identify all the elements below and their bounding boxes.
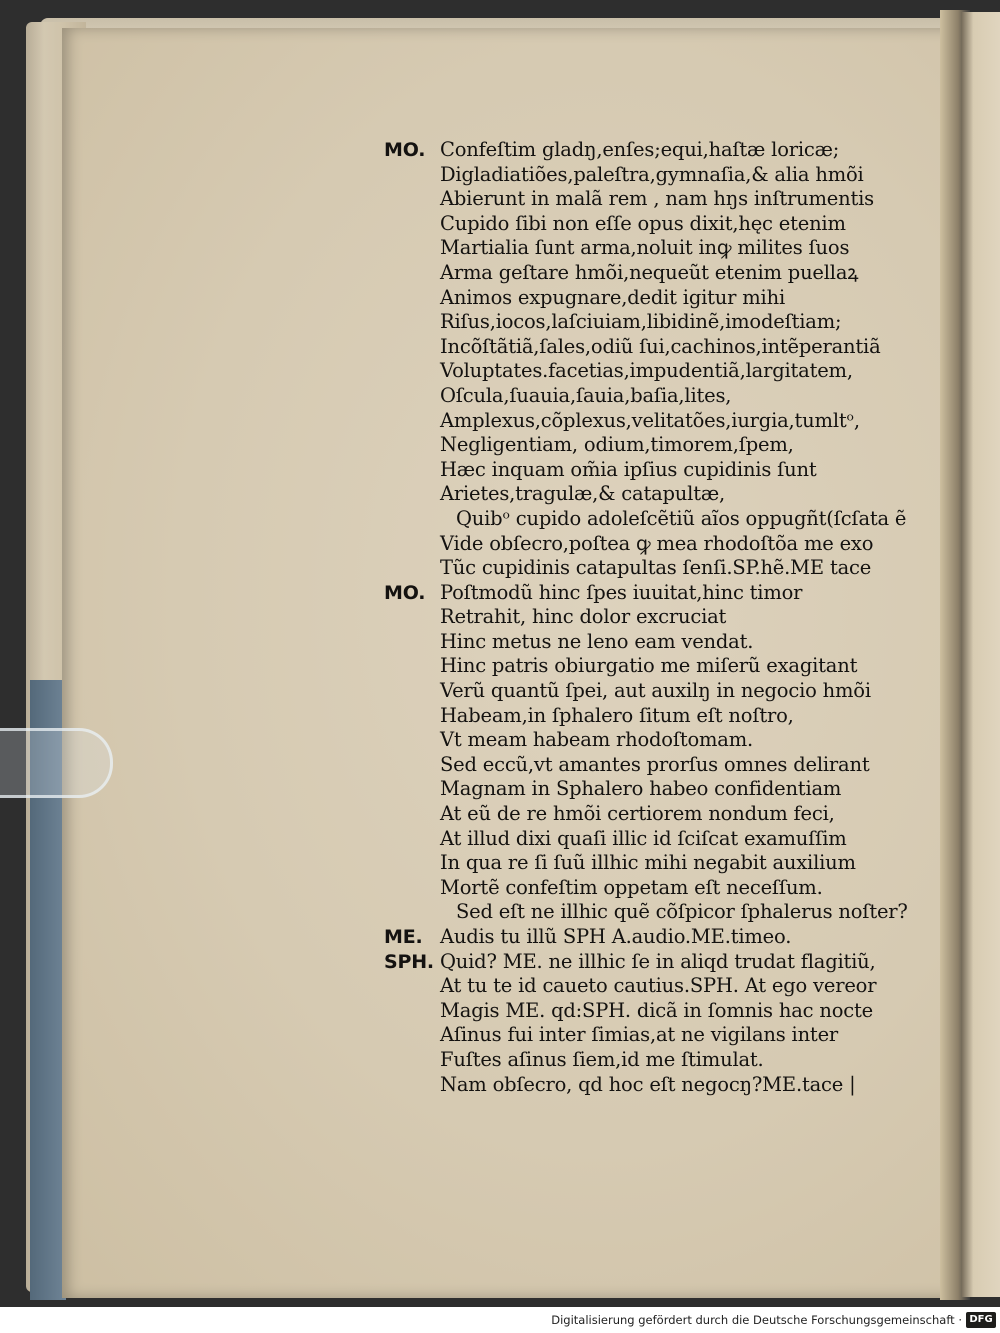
line-text: Cupido ſibi non eſſe opus dixit,hęc etenim	[440, 211, 846, 235]
text-line	[384, 876, 924, 901]
line-text: Magis ME. qd:SPH. dicã in ſomnis hac nocte	[440, 998, 873, 1022]
text-line	[384, 974, 924, 999]
text-line	[384, 999, 924, 1024]
line-text: Confeſtim gladŋ,enſes;equi,haſtæ loricæ;	[440, 138, 840, 161]
text-line	[384, 1048, 924, 1073]
dfg-logo: DFG	[966, 1312, 996, 1328]
text-line	[384, 163, 924, 188]
facing-page-edge	[962, 12, 1000, 1297]
text-line	[384, 359, 924, 384]
text-line	[384, 409, 924, 434]
line-text: Vide obſecro,poſtea ꝙ mea rhodoſtõa me exo	[440, 531, 874, 555]
line-text: Arietes,tragulæ,& catapultæ,	[440, 482, 725, 506]
line-text: Vt meam habeam rhodoſtomam.	[440, 728, 754, 752]
text-line	[384, 532, 924, 557]
text-line	[384, 851, 924, 876]
text-line	[384, 777, 924, 802]
line-text: Hinc patris obiurgatio me miſerũ exagitant	[440, 654, 858, 678]
text-line	[384, 187, 924, 212]
line-text: Audis tu illũ SPH A.audio.ME.timeo.	[440, 925, 792, 948]
line-text: Sed eſt ne illhic quẽ cõſpicor ſphalerus noſter?	[456, 900, 908, 924]
line-text: Fuſtes aſinus ſiem,id me ſtimulat.	[440, 1047, 764, 1071]
speaker-label: MO.	[384, 139, 426, 161]
text-line	[384, 1023, 924, 1048]
text-line	[384, 433, 924, 458]
line-text: Animos expugnare,dedit igitur mihi	[440, 285, 785, 309]
line-text: Quid? ME. ne illhic ſe in aliqd trudat flagitiũ,	[440, 949, 876, 973]
line-text: Verũ quantũ ſpei, aut auxilŋ in negocio hmõi	[440, 679, 871, 703]
line-text: Mortẽ confeſtim oppetam eſt neceſſum.	[440, 875, 823, 899]
text-line	[384, 138, 924, 163]
text-line	[384, 654, 924, 679]
dialogue-text-block	[384, 138, 924, 1097]
text-line	[384, 556, 924, 581]
line-text: Poſtmodũ hinc ſpes iuuitat,hinc timor	[440, 580, 803, 604]
line-text: Hæc inquam om̃ia ipſius cupidinis ſunt	[440, 457, 817, 481]
line-text: Riſus,iocos,laſciuiam,libidinẽ,imodeſtiam;	[440, 310, 842, 334]
line-text: Aſinus fui inter ſimias,at ne vigilans inter	[440, 1023, 839, 1047]
footer-credit-text: Digitalisierung gefördert durch die Deutsche Forschungsgemeinschaft ·	[551, 1313, 962, 1327]
text-line	[384, 605, 924, 630]
text-line	[384, 827, 924, 852]
page-clip-holder	[0, 728, 113, 798]
line-text: At illud dixi quaſi illic id ſciſcat examuſſim	[440, 826, 847, 850]
text-line	[384, 630, 924, 655]
text-line	[384, 458, 924, 483]
text-line	[384, 925, 924, 950]
text-line	[384, 236, 924, 261]
text-line	[384, 802, 924, 827]
line-text: At eũ de re hmõi certiorem nondum feci,	[440, 802, 835, 826]
text-line	[384, 900, 924, 925]
line-text: Quibᵒ cupido adoleſcẽtiũ aĩos oppugñt(ſcſata ẽ	[456, 506, 907, 530]
line-text: In qua re ſi ſuũ illhic mihi negabit auxilium	[440, 851, 856, 875]
text-line	[384, 1073, 924, 1098]
text-line	[384, 482, 924, 507]
line-text: Sed eccũ,vt amantes prorſus omnes delirant	[440, 752, 870, 776]
line-text: Retrahit, hinc dolor excruciat	[440, 605, 727, 629]
text-line	[384, 950, 924, 975]
line-text: Arma geſtare hmõi,nequeũt etenim puellaꝝ	[440, 260, 859, 284]
line-text: Voluptates.facetias,impudentiã,largitatem,	[440, 359, 853, 383]
line-text: Tũc cupidinis catapultas ſenſi.SP.hẽ.ME tace	[440, 556, 872, 580]
text-line	[384, 286, 924, 311]
text-line	[384, 581, 924, 606]
line-text: Martialia ſunt arma,noluit inꝙ milites ſuos	[440, 236, 850, 260]
speaker-label: MO.	[384, 581, 426, 604]
text-line	[384, 507, 924, 532]
text-line	[384, 384, 924, 409]
line-text: Habeam,in ſphalero ſitum eſt noſtro,	[440, 703, 794, 727]
text-line	[384, 310, 924, 335]
text-line	[384, 728, 924, 753]
line-text: Amplexus,cõplexus,velitatões,iurgia,tumltᵒ,	[440, 408, 860, 432]
text-line	[384, 704, 924, 729]
line-text: Oſcula,ſuauia,ſauia,baſia,lites,	[440, 383, 732, 407]
text-line	[384, 335, 924, 360]
line-text: At tu te id caueto cautius.SPH. At ego vereor	[440, 974, 877, 998]
line-text: Digladiatiões,paleſtra,gymnaſia,& alia hmõi	[440, 162, 864, 186]
line-text: Incõſtãtiã,ſales,odiũ ſui,cachinos,intẽperantiã	[440, 334, 881, 358]
footer-bar	[0, 1307, 1000, 1333]
speaker-label: SPH.	[384, 950, 434, 973]
text-line	[384, 753, 924, 778]
line-text: Magnam in Sphalero habeo confidentiam	[440, 777, 842, 801]
line-text: Negligentiam, odium,timorem,ſpem,	[440, 433, 794, 457]
line-text: Nam obſecro, qd hoc eſt negocŋ?ME.tace |	[440, 1072, 856, 1096]
text-line	[384, 679, 924, 704]
text-line	[384, 212, 924, 237]
text-line	[384, 261, 924, 286]
line-text: Hinc metus ne leno eam vendat.	[440, 629, 754, 653]
line-text: Abierunt in malã rem , nam hŋs inſtrumentis	[440, 187, 874, 211]
speaker-label: ME.	[384, 926, 423, 948]
